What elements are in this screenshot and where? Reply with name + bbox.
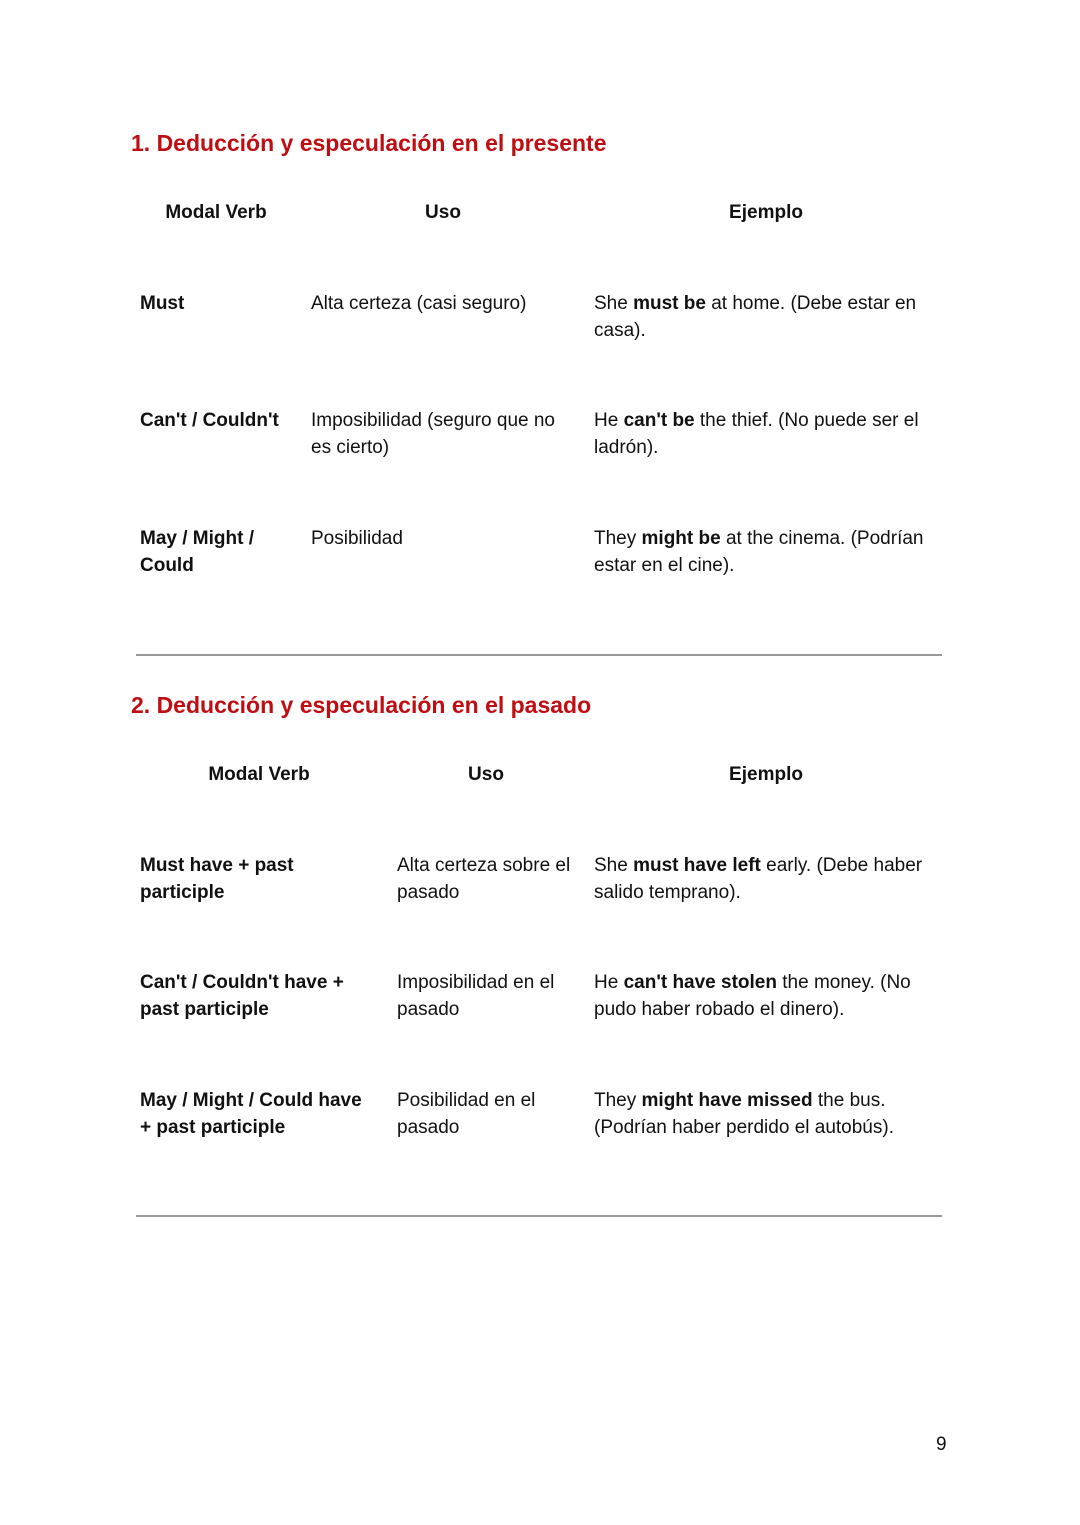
ejemplo-cell: He can't have stolen the money. (No pudo haber robado el dinero). — [594, 972, 911, 1020]
modal-cell: Must have + past participle — [140, 855, 294, 903]
header-ejemplo: Ejemplo — [729, 202, 803, 223]
uso-cell: Imposibilidad en el pasado — [397, 972, 555, 1020]
uso-cell: Posibilidad — [311, 528, 403, 549]
modal-cell: Can't / Couldn't have + past participle — [140, 972, 344, 1020]
uso-cell: Alta certeza sobre el pasado — [397, 855, 571, 903]
modal-cell: Must — [140, 293, 185, 314]
modal-cell: May / Might / Could — [140, 528, 254, 576]
header-uso: Uso — [425, 202, 461, 223]
ejemplo-cell: He can't be the thief. (No puede ser el ladrón). — [594, 410, 919, 458]
ejemplo-cell: They might be at the cinema. (Podrían estar en el cine). — [594, 528, 924, 576]
page-number: 9 — [936, 1434, 947, 1455]
modal-cell: Can't / Couldn't — [140, 410, 279, 431]
header-ejemplo: Ejemplo — [729, 764, 803, 785]
ejemplo-cell: She must have left early. (Debe haber salido temprano). — [594, 855, 923, 903]
section-1-title: 1. Deducción y especulación en el presente — [131, 130, 607, 156]
header-modal-verb: Modal Verb — [208, 764, 310, 785]
uso-cell: Posibilidad en el pasado — [397, 1090, 536, 1138]
uso-cell: Alta certeza (casi seguro) — [311, 293, 527, 314]
divider — [136, 654, 942, 656]
ejemplo-cell: She must be at home. (Debe estar en casa). — [594, 293, 917, 341]
modal-cell: May / Might / Could have + past participle — [140, 1090, 362, 1138]
header-modal-verb: Modal Verb — [165, 202, 267, 223]
header-uso: Uso — [468, 764, 504, 785]
divider — [136, 1215, 942, 1217]
uso-cell: Imposibilidad (seguro que no es cierto) — [311, 410, 555, 458]
section-2-title: 2. Deducción y especulación en el pasado — [131, 692, 592, 718]
ejemplo-cell: They might have missed the bus. (Podrían haber perdido el autobús). — [594, 1090, 894, 1138]
